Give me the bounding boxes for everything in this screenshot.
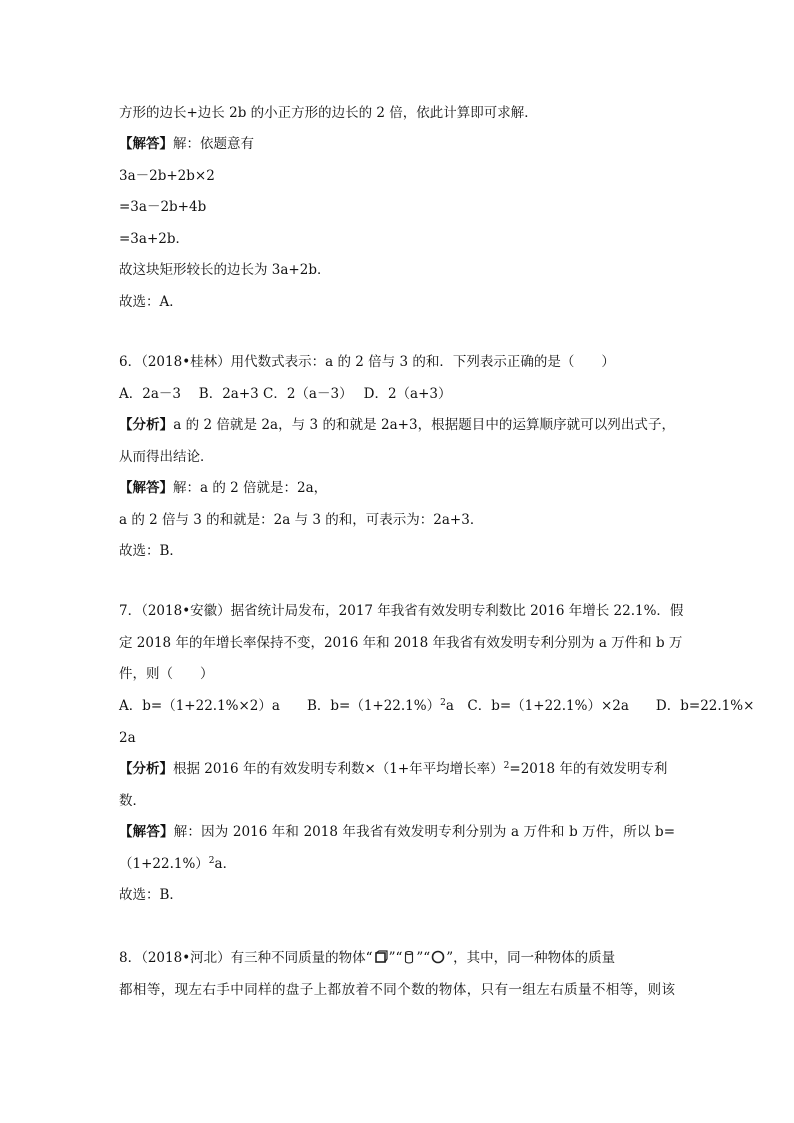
question-7: 7．（2018•安徽）据省统计局发布，2017 年我省有效发明专利数比 2016 年增长 22.1%．假	[119, 603, 684, 619]
analysis-tag: 【分析】	[119, 761, 173, 777]
answer-tag: 【解答】	[119, 824, 174, 840]
answer-text: 解：a 的 2 倍就是：2a，	[173, 480, 328, 496]
question-text: ”，其中，同一种物体的质量	[446, 950, 616, 966]
answer-line	[119, 823, 675, 841]
analysis-line	[119, 416, 675, 434]
cube-shape-icon	[374, 950, 388, 964]
question-7-options	[119, 697, 754, 715]
analysis-text: 根据 2016 年的有效发明专利数×（1+年平均增长率）	[173, 761, 504, 777]
answer-text: a．	[214, 856, 237, 872]
question-8: 都相等，现左右手中同样的盘子上都放着不同个数的物体，只有一组左右质量不相等，则该	[119, 982, 675, 998]
analysis-text: =2018 年的有效发明专	[509, 761, 654, 777]
option-text: A．b=（1+22.1%×2）a B．b=（1+22.1%）	[119, 698, 441, 714]
math-line: =3a+2b．	[119, 231, 189, 247]
choice-line: 故选：A．	[119, 294, 183, 310]
sphere-shape-icon	[431, 950, 445, 964]
question-8	[119, 949, 615, 967]
analysis-tag: 【分析】	[119, 417, 174, 433]
analysis-line: 从而得出结论．	[119, 449, 214, 465]
answer-line	[119, 135, 254, 153]
superscript: 2	[440, 698, 446, 708]
answer-text: 解：依题意有	[173, 136, 254, 152]
answer-tag: 【解答】	[119, 480, 173, 496]
answer-line: a 的 2 倍与 3 的和就是：2a 与 3 的和，可表示为：2a+3．	[119, 512, 484, 528]
cylinder-shape-icon	[403, 950, 415, 964]
analysis-text: 利	[653, 761, 668, 777]
question-7: 定 2018 年的年增长率保持不变，2016 年和 2018 年我省有效发明专利分别为 a 万件和 b 万	[119, 635, 683, 651]
answer-tag: 【解答】	[119, 136, 173, 152]
question-6-options: A．2a－3 B．2a+3 C．2（a－3） D．2（a+3）	[119, 386, 452, 402]
answer-text: 解：因为 2016 年和 2018 年我省有效发明专利分别为 a 万件和 b 万件，所以 b=	[173, 824, 676, 840]
option-text: a C．b=（1+22.1%）×2a D．b=22.1%×	[445, 698, 755, 714]
question-text: ”“	[388, 950, 403, 966]
question-text: ”“	[416, 950, 431, 966]
math-line: =3a－2b+4b	[119, 199, 207, 215]
question-7: 件，则（ ）	[119, 666, 214, 682]
analysis-line: 数．	[119, 793, 146, 809]
choice-line: 故选：B．	[119, 887, 183, 903]
superscript: 2	[503, 761, 510, 771]
question-6: 6．（2018•桂林）用代数式表示：a 的 2 倍与 3 的和．下列表示正确的是（ ）	[119, 354, 615, 370]
math-line: 3a－2b+2b×2	[119, 168, 215, 184]
analysis-line	[119, 760, 667, 778]
text-line: 故这块矩形较长的边长为 3a+2b．	[119, 262, 331, 278]
text-line: 方形的边长+边长 2b 的小正方形的边长的 2 倍，依此计算即可求解．	[119, 105, 538, 121]
analysis-text: a 的 2 倍就是 2a，与 3 的和就是 2a+3，根据题目中的运算顺序就可以列出式子，	[173, 417, 675, 433]
answer-line	[119, 855, 236, 873]
question-7-options: 2a	[119, 730, 136, 746]
question-text: 8．（2018•河北）有三种不同质量的物体“	[119, 950, 373, 966]
answer-text: （1+22.1%）	[119, 856, 209, 872]
superscript: 2	[208, 856, 215, 866]
choice-line: 故选：B．	[119, 543, 183, 559]
answer-line	[119, 479, 327, 497]
